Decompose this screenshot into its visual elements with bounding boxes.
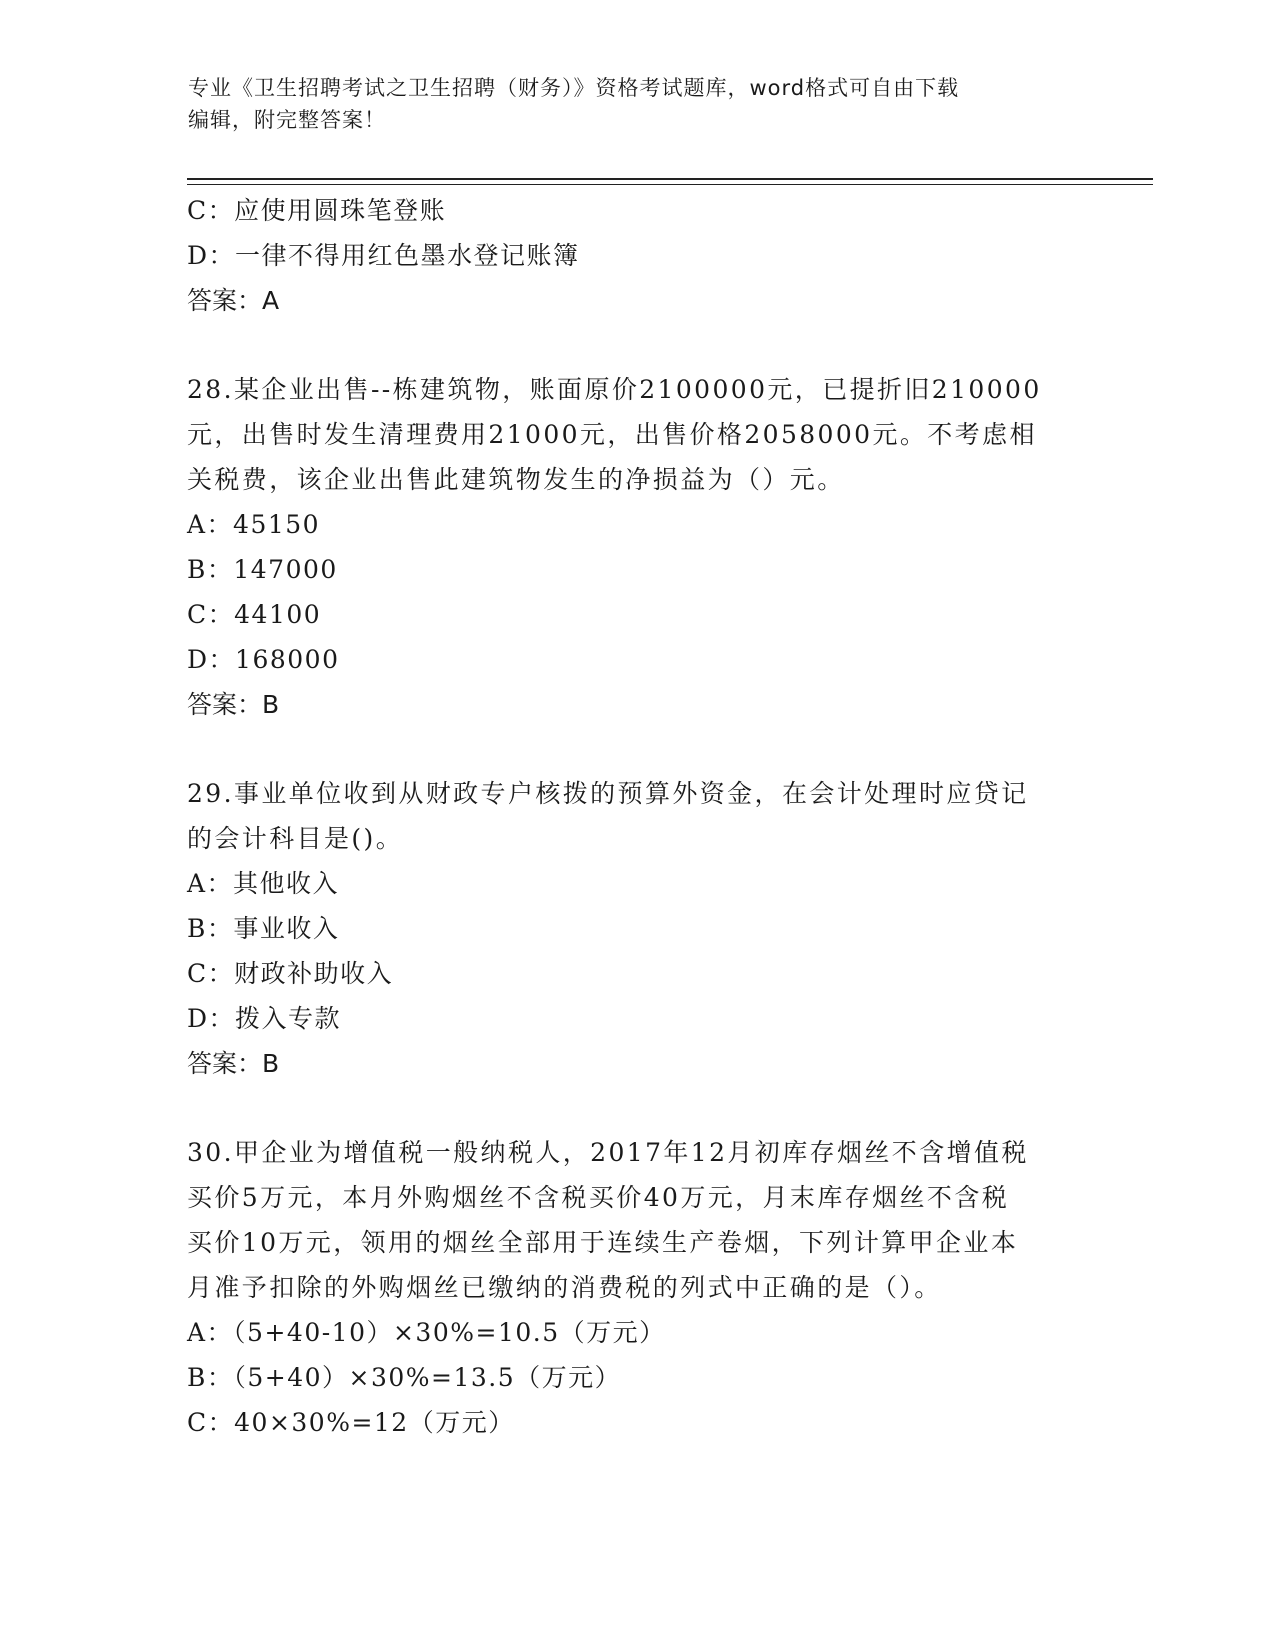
question-text-line: 买价5万元，本月外购烟丝不含税买价40万元，月末库存烟丝不含税	[187, 1183, 1010, 1212]
option-c: C：财政补助收入	[187, 959, 394, 988]
option-a: A：其他收入	[187, 869, 340, 898]
question-text-line: 30.甲企业为增值税一般纳税人，2017年12月初库存烟丝不含增值税	[187, 1138, 1029, 1167]
question-30	[187, 1130, 1087, 1445]
option-a: A：（5+40-10）×30%=10.5（万元）	[187, 1318, 666, 1347]
header-divider-thick	[187, 178, 1153, 180]
header-line-2: 编辑，附完整答案！	[188, 108, 386, 132]
answer-label: 答案：A	[187, 286, 280, 315]
question-text-line: 29.事业单位收到从财政专户核拨的预算外资金，在会计处理时应贷记	[187, 779, 1029, 808]
option-c: C：44100	[187, 600, 322, 629]
option-b: B：事业收入	[187, 914, 340, 943]
option-d: D：一律不得用红色墨水登记账簿	[187, 241, 580, 270]
answer-label: 答案：B	[187, 1049, 280, 1078]
question-text-line: 的会计科目是()。	[187, 824, 404, 853]
option-b: B：147000	[187, 555, 338, 584]
question-text-line: 关税费，该企业出售此建筑物发生的净损益为（）元。	[187, 465, 845, 494]
option-c: C：应使用圆珠笔登账	[187, 196, 447, 225]
option-c: C：40×30%=12（万元）	[187, 1408, 515, 1437]
option-d: D：168000	[187, 645, 340, 674]
document-header	[188, 72, 1068, 136]
question-text-line: 元，出售时发生清理费用21000元，出售价格2058000元。不考虑相	[187, 420, 1037, 449]
header-divider-thin	[187, 184, 1153, 185]
question-29	[187, 771, 1087, 1086]
option-b: B：（5+40）×30%=13.5（万元）	[187, 1363, 622, 1392]
option-a: A：45150	[187, 510, 321, 539]
question-text-line: 28.某企业出售--栋建筑物，账面原价2100000元，已提折旧210000	[187, 375, 1042, 404]
question-text-line: 月准予扣除的外购烟丝已缴纳的消费税的列式中正确的是（）。	[187, 1273, 942, 1302]
question-text-line: 买价10万元，领用的烟丝全部用于连续生产卷烟，下列计算甲企业本	[187, 1228, 1019, 1257]
question-28	[187, 367, 1087, 727]
question-list	[187, 188, 1087, 1445]
header-line-1: 专业《卫生招聘考试之卫生招聘（财务）》资格考试题库，word格式可自由下载	[188, 76, 960, 100]
answer-label: 答案：B	[187, 690, 280, 719]
partial-question	[187, 188, 1087, 323]
option-d: D：拨入专款	[187, 1004, 342, 1033]
